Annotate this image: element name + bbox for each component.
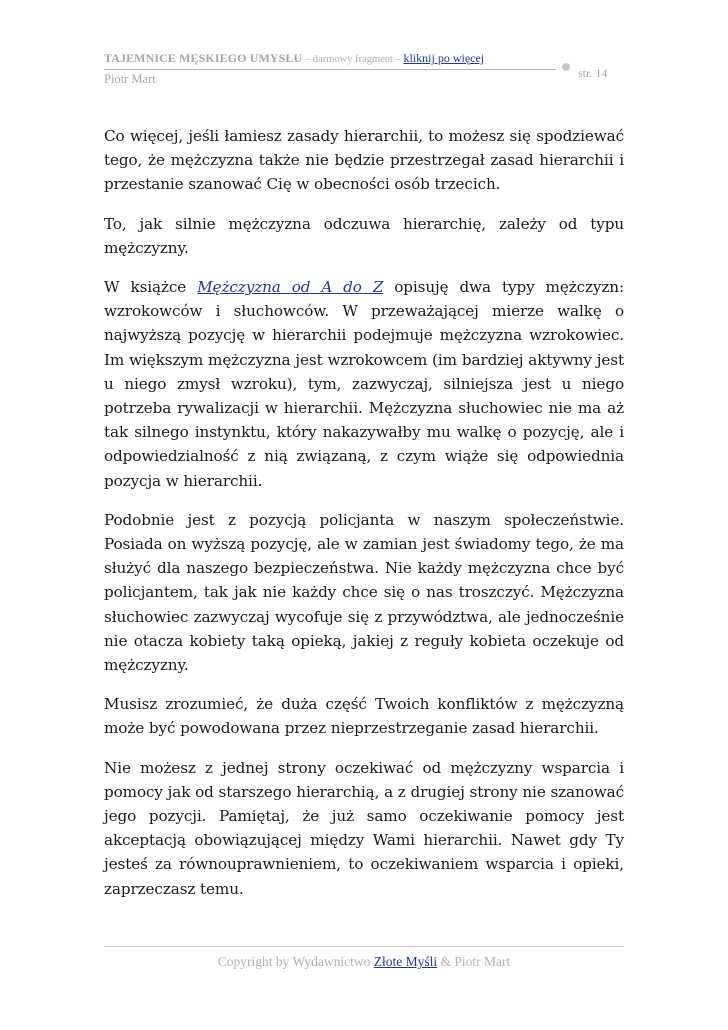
paragraph-4: Podobnie jest z pozycją policjanta w naszym społeczeństwie. Posiada on wyższą pozycję, ale w zamian jest świadomy tego, że ma służyć dla naszego bezpieczeństwa. Nie każdy mężczyzna chce być policjantem, tak jak nie każdy chce się o nas troszczyć. Mężczyzna słuchowiec zazwyczaj wycofuje się z przywództwa, ale jednocześnie nie otacza kobiety taką opieką, jakiej z reguły kobieta oczekuje od mężczyzny. — [104, 510, 624, 675]
paragraph-6: Nie możesz z jednej strony oczekiwać od mężczyzny wsparcia i pomocy jak od starszego hierarchią, a z drugiej strony nie szanować jego pozycji. Pamiętaj, że już samo oczekiwanie pomocy jest akceptacją obowiązującej między Wami hierarchii. Nawet gdy Ty jesteś za równouprawnieniem, to oczekiwaniem wsparcia i opieki, zaprzeczasz temu. — [104, 758, 624, 898]
header-divider — [104, 69, 556, 70]
copyright-text: Copyright by Wydawnictwo — [217, 954, 374, 969]
paragraph-3 — [104, 275, 624, 493]
more-info-link[interactable]: kliknij po więcej — [403, 51, 485, 65]
header-subtitle: – darmowy fragment – — [302, 54, 404, 65]
header-author: Piotr Mart — [104, 72, 156, 86]
paragraph-3-start: W książce — [104, 278, 198, 297]
copyright-author: & Piotr Mart — [437, 954, 511, 969]
page-footer — [0, 954, 728, 970]
page-header — [104, 50, 624, 90]
page-number: str. 14 — [578, 66, 608, 80]
header-title-line — [104, 50, 624, 68]
header-bullet-icon — [562, 63, 570, 71]
paragraph-3-rest: opisuję dwa typy mężczyzn: wzrokowców i słuchowców. W przeważającej mierze walkę o najwyższą pozycję w hierarchii podejmuje mężczyzna wzrokowiec. Im większym mężczyzna jest wzrokowcem (im bardziej aktywny jest u niego zmysł wzroku), tym, zazwyczaj, silniejsza jest u niego potrzeba rywalizacji w hierarchii. Mężczyzna słuchowiec nie ma aż tak silnego instynktu, który nakazywałby mu walkę o pozycję, ale i odpowiedzialność z nią związaną, z czym wiąże się odpowiednia pozycja w hierarchii. — [104, 278, 625, 490]
publisher-link[interactable]: Złote Myśli — [373, 954, 438, 969]
paragraph-5: Musisz zrozumieć, że duża część Twoich konfliktów z mężczyzną może być powodowana przez nieprzestrzeganie zasad hierarchii. — [104, 695, 624, 738]
book-title: TAJEMNICE MĘSKIEGO UMYSŁU — [104, 51, 303, 65]
page-body — [104, 124, 624, 916]
footer-divider — [104, 946, 624, 947]
book-link[interactable]: Mężczyzna od A do Z — [197, 278, 384, 297]
paragraph-2: To, jak silnie mężczyzna odczuwa hierarchię, zależy od typu mężczyzny. — [104, 214, 624, 257]
paragraph-1: Co więcej, jeśli łamiesz zasady hierarchii, to możesz się spodziewać tego, że mężczyzna także nie będzie przestrzegał zasad hierarchii i przestanie szanować Cię w obecności osób trzecich. — [104, 127, 624, 194]
